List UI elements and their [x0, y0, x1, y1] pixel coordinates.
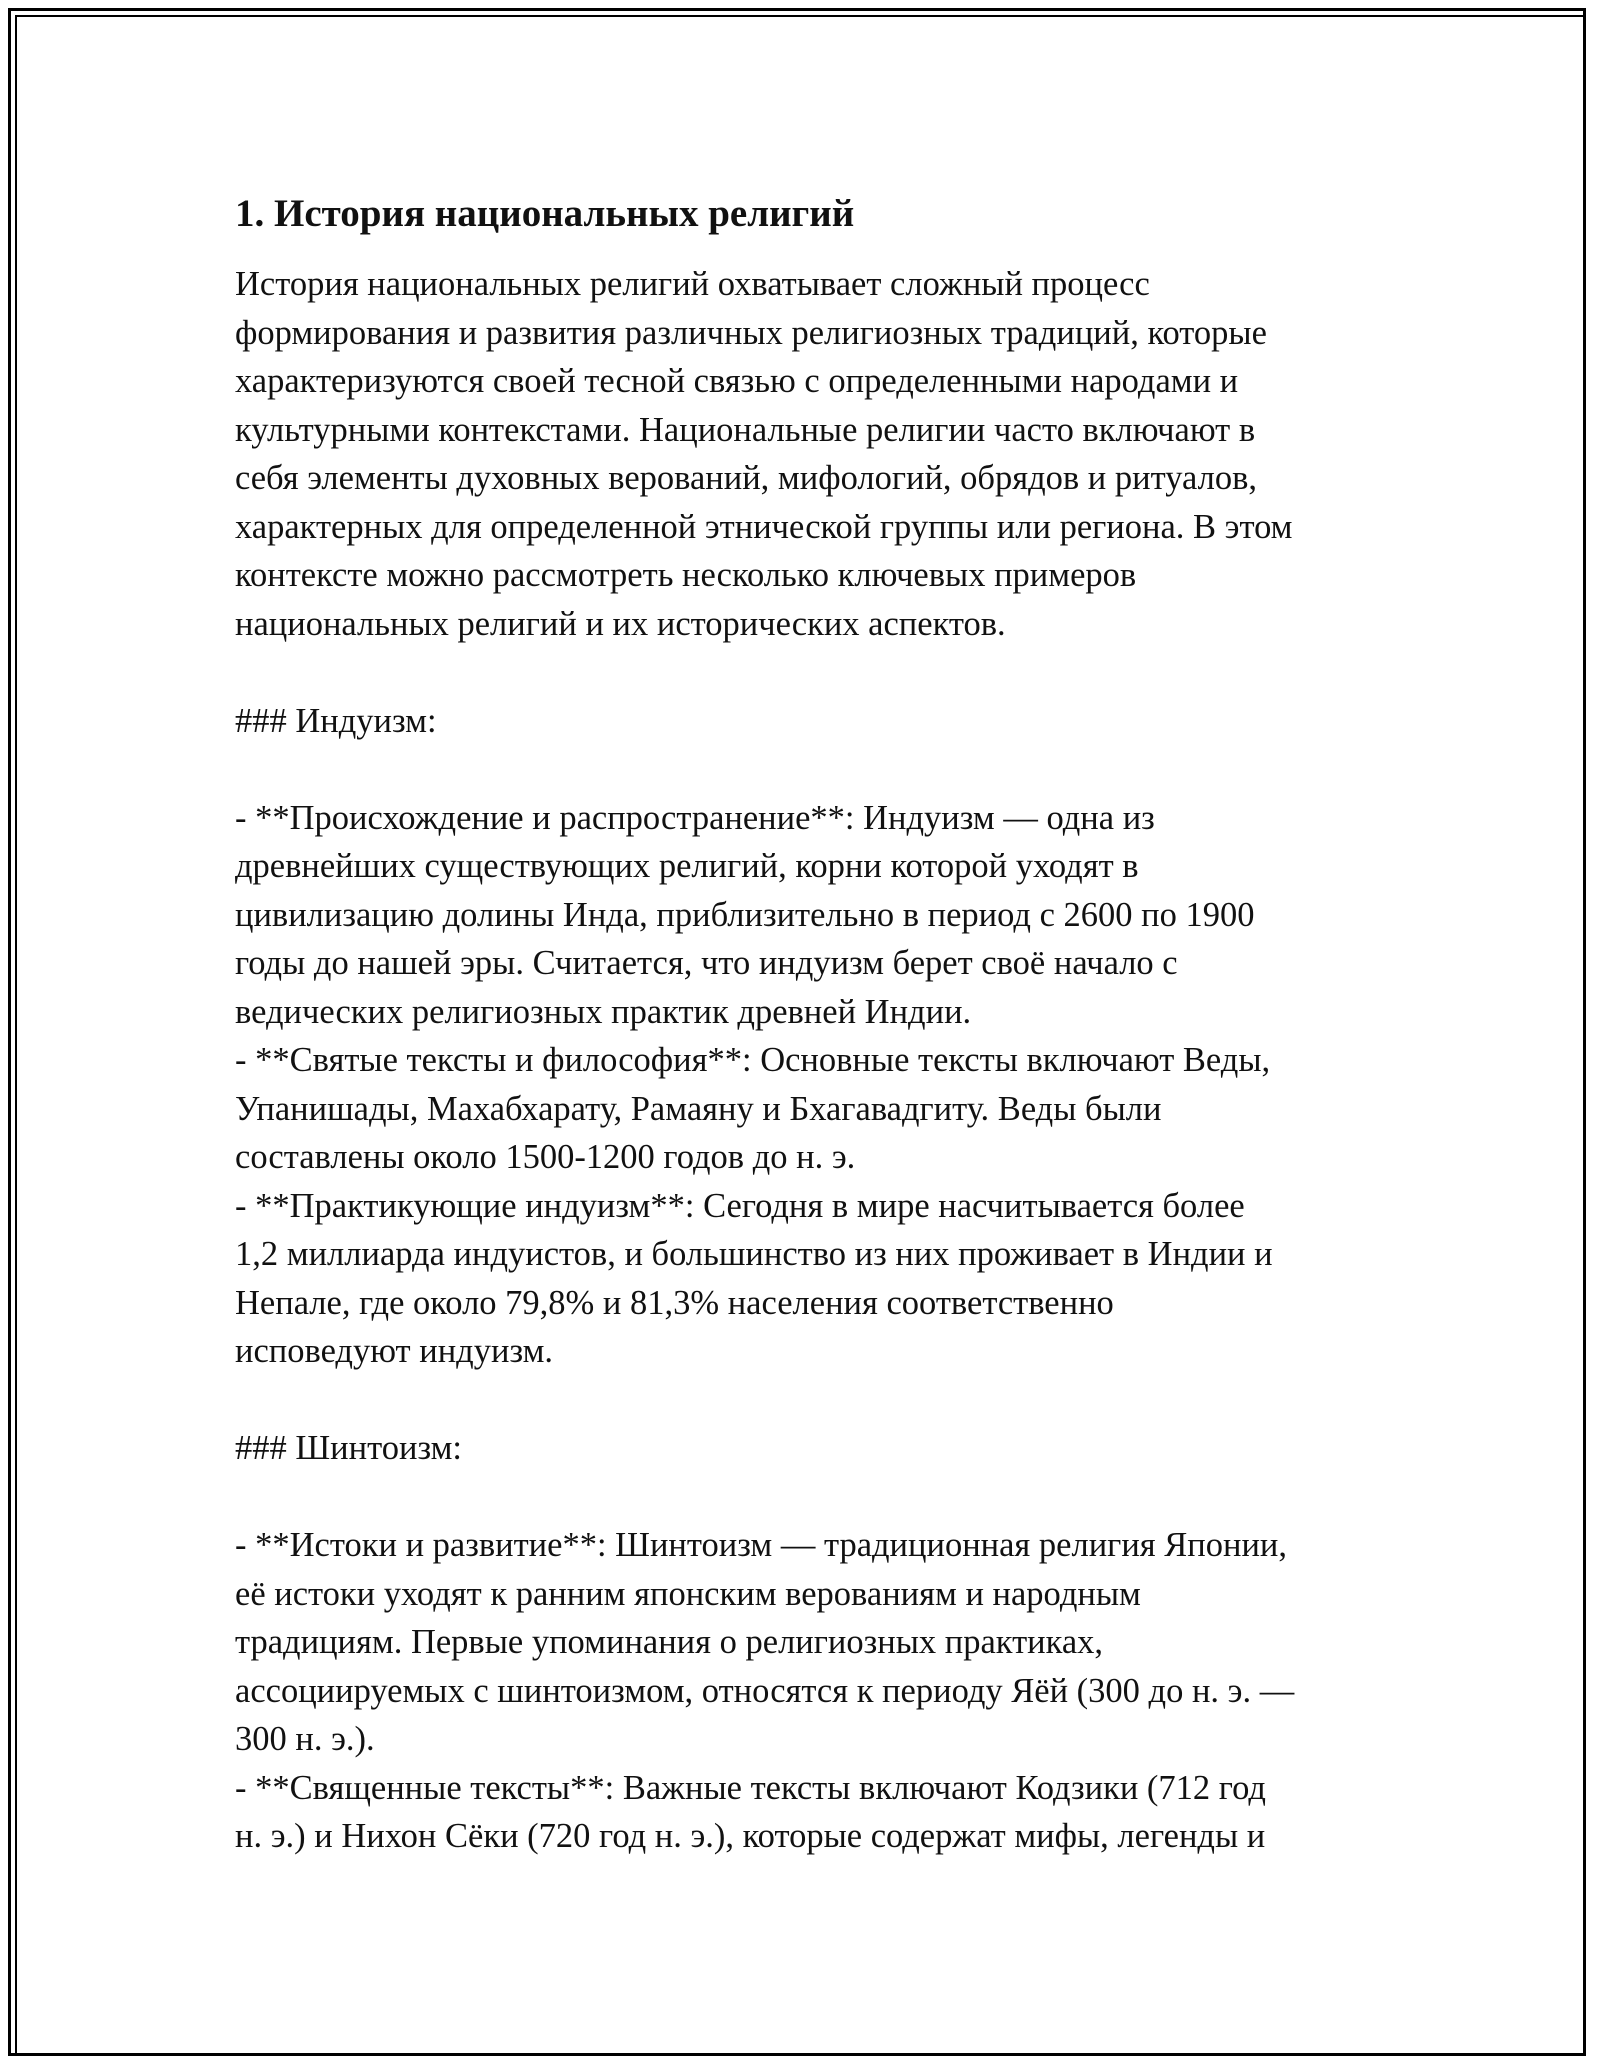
text-line: исповедуют индуизм.	[235, 1332, 554, 1370]
text-line: формирования и развития различных религиозных традиций, которые	[235, 313, 1267, 352]
hinduism-section	[235, 794, 1385, 1376]
text-line: - **Практикующие индуизм**: Сегодня в мире насчитывается более	[235, 1186, 1245, 1225]
text-line: 300 н. э.).	[235, 1720, 375, 1758]
text-line: История национальных религий охватывает сложный процесс	[235, 265, 1150, 303]
section-heading-hinduism: ### Индуизм:	[235, 701, 437, 740]
text-line: национальных религий и их исторических аспектов.	[235, 604, 1006, 643]
blank-line	[235, 648, 1385, 697]
text-line: 1,2 миллиарда индуистов, и большинство из них проживает в Индии и	[235, 1235, 1273, 1273]
text-line: традициям. Первые упоминания о религиозных практиках,	[235, 1623, 1104, 1661]
text-line: - **Истоки и развитие**: Шинтоизм — традиционная религия Японии,	[235, 1526, 1288, 1564]
document-page	[235, 184, 1385, 1861]
text-line: составлены около 1500-1200 годов до н. э.	[235, 1138, 856, 1176]
text-line: Непале, где около 79,8% и 81,3% населения соответственно	[235, 1283, 1114, 1322]
text-line: - **Святые тексты и философия**: Основные тексты включают Веды,	[235, 1041, 1271, 1079]
text-line: н. э.) и Нихон Сёки (720 год н. э.), которые содержат мифы, легенды и	[235, 1817, 1266, 1855]
text-line: контексте можно рассмотреть несколько ключевых примеров	[235, 556, 1137, 594]
blank-line	[235, 745, 1385, 794]
shinto-section	[235, 1521, 1385, 1861]
text-line: её истоки уходят к ранним японским верованиям и народным	[235, 1574, 1141, 1613]
blank-line	[235, 1376, 1385, 1425]
text-line: древнейших существующих религий, корни которой уходят в	[235, 847, 1139, 885]
text-line: характерных для определенной этнической группы или региона. В этом	[235, 507, 1293, 546]
text-line: Упанишады, Махабхарату, Рамаяну и Бхагавадгиту. Веды были	[235, 1089, 1162, 1128]
text-line: - **Священные тексты**: Важные тексты включают Кодзики (712 год	[235, 1768, 1266, 1807]
section-heading-shinto: ### Шинтоизм:	[235, 1429, 462, 1467]
intro-paragraph	[235, 260, 1385, 648]
text-line: себя элементы духовных верований, мифологий, обрядов и ритуалов,	[235, 459, 1258, 497]
text-line: культурными контекстами. Национальные религии часто включают в	[235, 410, 1256, 449]
text-line: цивилизацию долины Инда, приблизительно в период с 2600 по 1900	[235, 895, 1255, 934]
text-line: ассоциируемых с шинтоизмом, относятся к периоду Яёй (300 до н. э. —	[235, 1671, 1295, 1710]
text-line: ведических религиозных практик древней Индии.	[235, 992, 972, 1031]
blank-line	[235, 1473, 1385, 1522]
text-line: характеризуются своей тесной связью с определенными народами и	[235, 362, 1239, 400]
text-line: годы до нашей эры. Считается, что индуизм берет своё начало с	[235, 944, 1178, 982]
document-heading: 1. История национальных религий	[235, 192, 855, 235]
text-line: - **Происхождение и распространение**: Индуизм — одна из	[235, 798, 1155, 837]
